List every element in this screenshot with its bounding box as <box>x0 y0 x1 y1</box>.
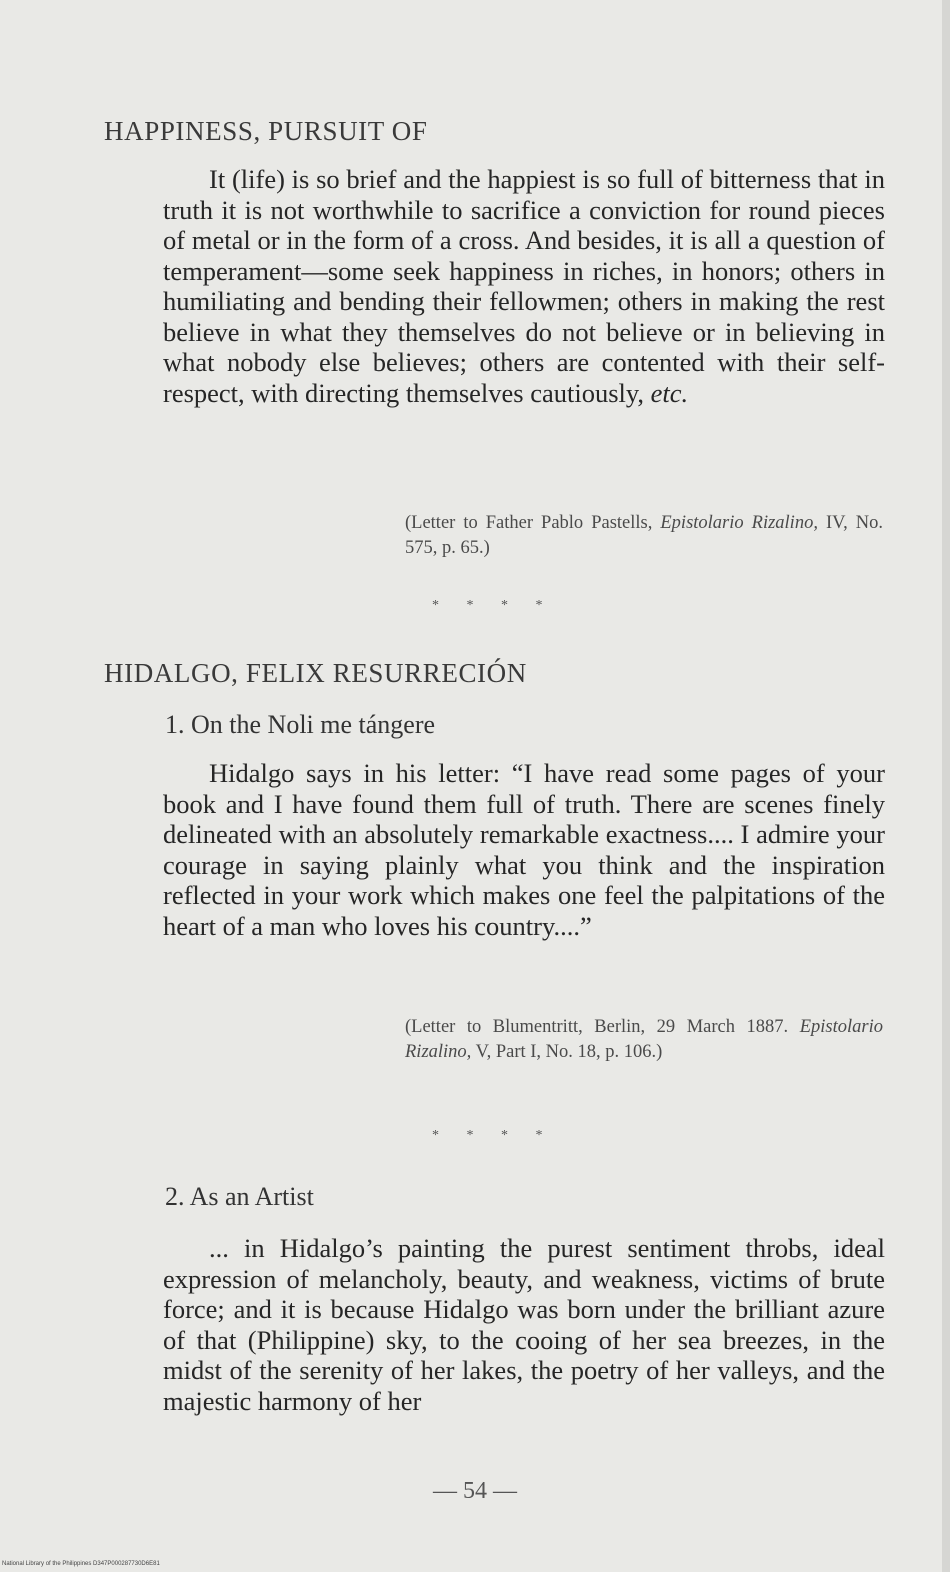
section-separator: * * * * <box>432 598 555 613</box>
citation-blumentritt-italic: Epistolario Rizalino, <box>405 1017 883 1062</box>
paragraph-happiness <box>163 164 885 408</box>
subheading-artist: 2. As an Artist <box>165 1182 314 1211</box>
paragraph-happiness-text: It (life) is so brief and the happiest is so full of bitterness that in truth it is not worthwhile to sacrifice a conviction for round pieces of metal or in the form of a cross. And besides, it is all a question of temperament—some seek happiness in riches, in honors; others in humiliating and bending their fellowmen; others in making the rest believe in what they themselves do not believe or in believing in what nobody else believes; others are contented with their self-respect, with directing themselves cautiously, <box>163 164 885 408</box>
page-edge <box>942 0 950 1572</box>
paragraph-happiness-etc: etc. <box>650 377 689 408</box>
paragraph-noli: Hidalgo says in his letter: “I have read some pages of your book and I have found them full of truth. There are scenes finely delineated with an absolutely remarkable exactness.... I admire your courage in saying plainly what you think and the inspiration reflected in your work which makes one feel the palpitations of the heart of a man who loves his country....” <box>163 758 885 941</box>
subsection-separator: * * * * <box>432 1128 555 1143</box>
page-number: — 54 — <box>433 1478 517 1504</box>
citation-pastells-italic: Epistolario Rizalino, <box>660 513 818 533</box>
subheading-noli: 1. On the Noli me tángere <box>165 710 436 739</box>
citation-blumentritt <box>405 1015 883 1065</box>
scan-footer: National Library of the Philippines D347P000287730D6E81 <box>2 1561 160 1567</box>
citation-pastells <box>405 511 883 561</box>
citation-blumentritt-pre: (Letter to Blumentritt, Berlin, 29 March 1887. <box>405 1017 800 1037</box>
heading-hidalgo: HIDALGO, FELIX RESURRECIÓN <box>104 658 527 688</box>
citation-blumentritt-post: V, Part I, No. 18, p. 106.) <box>471 1042 663 1062</box>
paragraph-artist: ... in Hidalgo’s painting the purest sentiment throbs, ideal expression of melancholy, beauty, and weakness, victims of brute force; and it is because Hidalgo was born under the brilliant azure of that (Philippine) sky, to the cooing of her sea breezes, in the midst of the serenity of her lakes, the poetry of her valleys, and the majestic harmony of her <box>163 1233 885 1416</box>
heading-happiness: HAPPINESS, PURSUIT OF <box>104 116 428 146</box>
citation-pastells-post: IV, No. 575, p. 65.) <box>405 513 883 558</box>
citation-pastells-pre: (Letter to Father Pablo Pastells, <box>405 513 661 533</box>
